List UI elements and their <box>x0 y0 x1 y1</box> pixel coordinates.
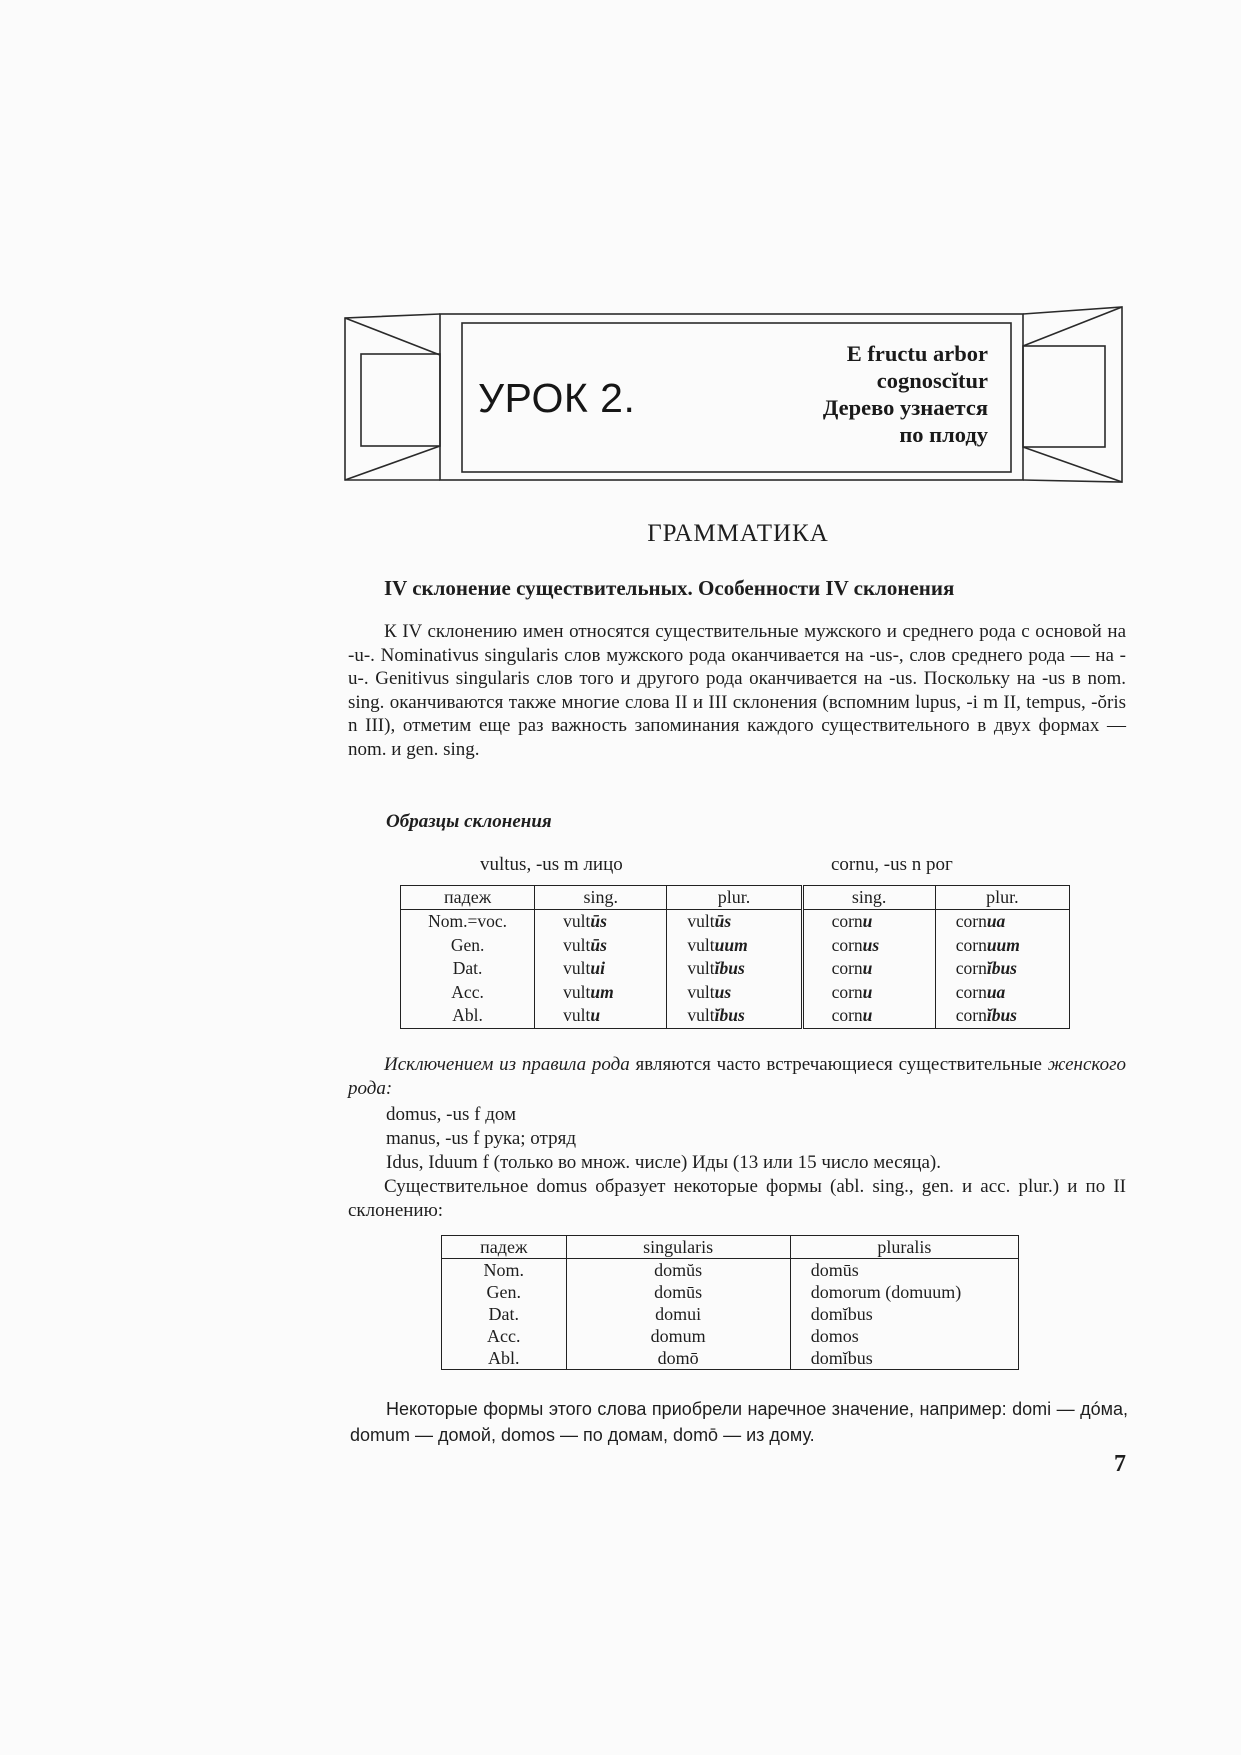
vultus-plur-form-ending: ūs <box>714 911 732 932</box>
declension-row <box>401 910 1070 934</box>
cornu-plur-form-stem: corn <box>955 981 987 1002</box>
cornu-plur-form-stem: corn <box>955 934 987 955</box>
cornu-sing-form <box>802 981 935 1005</box>
domus-plur-form: domorum (domuum) <box>790 1281 1018 1303</box>
case-label: Gen. <box>401 934 535 958</box>
cornu-plur-form-stem: corn <box>955 958 987 979</box>
lesson-banner-frame <box>0 0 1241 560</box>
declension-row <box>401 981 1070 1005</box>
case-label: Abl. <box>401 1004 535 1028</box>
vultus-sing-form-stem: vult <box>563 958 591 979</box>
cornu-sing-form-ending: u <box>862 911 873 932</box>
declension-table-header <box>401 886 1070 910</box>
lemma-vultus: vultus, -us m лицо <box>480 854 623 875</box>
exception-item-domus: domus, -us f дом <box>386 1104 517 1125</box>
domus-case: Gen. <box>442 1281 567 1303</box>
domus-plur-form: domūs <box>790 1259 1018 1282</box>
declension-row <box>401 957 1070 981</box>
cornu-sing-form-stem: corn <box>831 981 863 1002</box>
cornu-plur-form-ending: ua <box>986 911 1006 932</box>
domus-row <box>442 1303 1019 1325</box>
vultus-sing-form <box>535 981 667 1005</box>
motto-latin-line-2: cognoscĭtur <box>876 368 988 393</box>
section-title: ГРАММАТИКА <box>647 520 829 547</box>
domus-header-sg: singularis <box>566 1236 790 1259</box>
cornu-sing-form-stem: corn <box>831 1005 863 1026</box>
exception-middle: являются часто встречающиеся существительные <box>629 1054 1048 1075</box>
domus-sing-form: domum <box>566 1325 790 1347</box>
cornu-plur-form <box>935 1004 1069 1028</box>
cornu-sing-form <box>802 910 935 934</box>
domus-sing-form: domui <box>566 1303 790 1325</box>
vultus-plur-form-stem: vult <box>687 981 715 1002</box>
exception-paragraph <box>348 1053 1126 1100</box>
vultus-plur-form-ending: ĭbus <box>714 958 745 979</box>
vultus-sing-form-ending: ūs <box>590 911 607 932</box>
exception-italic: Исключением из правила рода <box>384 1054 630 1075</box>
vultus-plur-form <box>667 957 802 981</box>
vultus-sing-form-ending: um <box>590 981 614 1002</box>
intro-paragraph: К IV склонению имен относятся существительные мужского и среднего рода с основой на -u-. Nominativus singularis слов мужского рода оканчивается на -us-, слов среднего рода — на -u-. Genitivus singularis слов того и другого рода оканчивается на -us. Поскольку на -us в nom. sing. оканчиваются также многие слова II и III склонения (вспомним lupus, -i m II, tempus, -ŏris n III), отметим еще раз важность запоминания каждого существительного в двух формах — nom. и gen. sing. <box>348 621 1126 760</box>
motto-latin-line-1: E fructu arbor <box>846 341 988 366</box>
exception-item-manus: manus, -us f рука; отряд <box>386 1128 576 1149</box>
cornu-sing-form-ending: u <box>862 981 873 1002</box>
vultus-plur-form-stem: vult <box>687 958 715 979</box>
vultus-sing-form-stem: vult <box>563 911 591 932</box>
vultus-sing-form-ending: ui <box>590 958 606 979</box>
domus-header-case: падеж <box>442 1236 567 1259</box>
case-label: Acc. <box>401 981 535 1005</box>
vultus-plur-form-stem: vult <box>687 911 715 932</box>
case-label: Nom.=voc. <box>401 910 535 934</box>
lesson-motto <box>728 340 988 448</box>
vultus-sing-form <box>535 910 667 934</box>
vultus-plur-form-ending: ĭbus <box>714 1005 745 1026</box>
vultus-sing-form <box>535 934 667 958</box>
cornu-sing-form-ending: us <box>862 934 880 955</box>
exception-item-idus: Idus, Iduum f (только во множ. числе) Иды (13 или 15 число месяца). <box>386 1152 941 1173</box>
cornu-plur-form-stem: corn <box>955 1005 987 1026</box>
domus-sing-form: domŭs <box>566 1259 790 1282</box>
vultus-sing-form-stem: vult <box>563 1005 591 1026</box>
cornu-sing-form <box>802 957 935 981</box>
examples-label: Образцы склонения <box>386 811 552 832</box>
vultus-plur-form-ending: us <box>714 981 732 1002</box>
domus-row <box>442 1259 1019 1282</box>
domus-row <box>442 1281 1019 1303</box>
cornu-sing-form <box>802 934 935 958</box>
header-cornu-plur: plur. <box>935 886 1069 910</box>
domus-header-pl: pluralis <box>790 1236 1018 1259</box>
motto-translation-line-2: по плоду <box>899 422 988 447</box>
cornu-sing-form-ending: u <box>862 1005 873 1026</box>
header-cornu-sing: sing. <box>802 886 935 910</box>
declension-table <box>400 885 1070 1029</box>
lemma-cornu: cornu, -us n рог <box>831 854 953 875</box>
vultus-sing-form-ending: u <box>590 1005 601 1026</box>
declension-row <box>401 934 1070 958</box>
cornu-plur-form <box>935 910 1069 934</box>
domus-case: Acc. <box>442 1325 567 1347</box>
subsection-title: IV склонение существительных. Особенности IV склонения <box>384 576 955 600</box>
case-label: Dat. <box>401 957 535 981</box>
domus-plur-form: domĭbus <box>790 1303 1018 1325</box>
final-paragraph: Некоторые формы этого слова приобрели наречное значение, например: domi — дóма, domum — домой, domos — по домам, domō — из дому. <box>350 1399 1128 1445</box>
declension-row <box>401 1004 1070 1028</box>
cornu-plur-form-ending: ua <box>986 981 1006 1002</box>
domus-row <box>442 1347 1019 1370</box>
vultus-plur-form-ending: uum <box>714 934 748 955</box>
domus-case: Abl. <box>442 1347 567 1370</box>
cornu-plur-form-ending: ĭbus <box>986 1005 1017 1026</box>
header-vultus-sing: sing. <box>535 886 667 910</box>
domus-sing-form: domūs <box>566 1281 790 1303</box>
exception-italic-2: женского рода: <box>348 1054 1126 1099</box>
page-number: 7 <box>1114 1451 1126 1477</box>
vultus-sing-form-stem: vult <box>563 934 591 955</box>
cornu-plur-form-ending: ĭbus <box>986 958 1017 979</box>
vultus-plur-form <box>667 1004 802 1028</box>
domus-table <box>441 1235 1019 1370</box>
vultus-sing-form <box>535 957 667 981</box>
domus-row <box>442 1325 1019 1347</box>
cornu-plur-form-stem: corn <box>955 911 987 932</box>
cornu-sing-form <box>802 1004 935 1028</box>
cornu-sing-form-stem: corn <box>831 958 863 979</box>
cornu-sing-form-ending: u <box>862 958 873 979</box>
vultus-sing-form-stem: vult <box>563 981 591 1002</box>
cornu-sing-form-stem: corn <box>831 911 863 932</box>
motto-translation-line-1: Дерево узнается <box>822 395 988 420</box>
vultus-plur-form-stem: vult <box>687 1005 715 1026</box>
vultus-plur-form <box>667 934 802 958</box>
cornu-plur-form <box>935 981 1069 1005</box>
cornu-plur-form <box>935 934 1069 958</box>
domus-sing-form: domō <box>566 1347 790 1370</box>
domus-plur-form: domĭbus <box>790 1347 1018 1370</box>
vultus-plur-form-stem: vult <box>687 934 715 955</box>
domus-case: Nom. <box>442 1259 567 1282</box>
header-case: падеж <box>401 886 535 910</box>
cornu-plur-form-ending: uum <box>986 934 1020 955</box>
vultus-plur-form <box>667 910 802 934</box>
domus-table-header <box>442 1236 1019 1259</box>
header-vultus-plur: plur. <box>667 886 802 910</box>
domus-note: Существительное domus образует некоторые формы (abl. sing., gen. и acc. plur.) и по II склонению: <box>348 1176 1126 1221</box>
domus-plur-form: domos <box>790 1325 1018 1347</box>
vultus-sing-form-ending: ūs <box>590 934 607 955</box>
domus-case: Dat. <box>442 1303 567 1325</box>
vultus-sing-form <box>535 1004 667 1028</box>
vultus-plur-form <box>667 981 802 1005</box>
cornu-plur-form <box>935 957 1069 981</box>
lesson-title: УРОК 2. <box>478 375 636 421</box>
cornu-sing-form-stem: corn <box>831 934 863 955</box>
